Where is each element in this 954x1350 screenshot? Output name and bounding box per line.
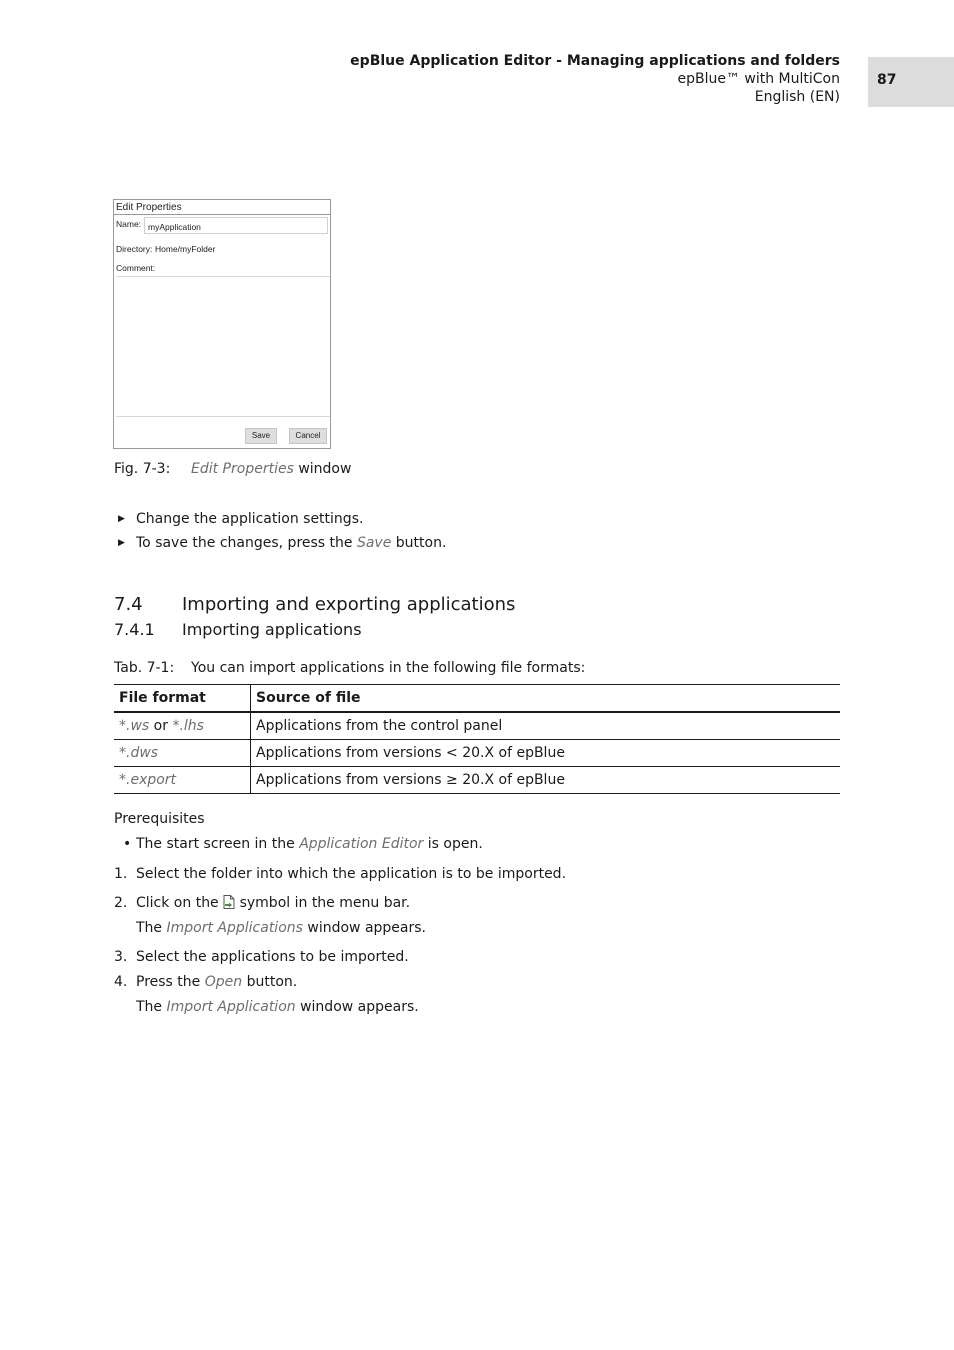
file-format-table [114,684,840,794]
section-title: Importing and exporting applications [182,594,516,615]
directory-label: Directory: [116,244,153,254]
cancel-button: Cancel [289,428,327,444]
running-header [350,52,840,106]
name-label: Name: [116,219,142,229]
section-heading [114,594,515,615]
import-icon [223,895,235,909]
step-4: 4. Press the Open button. [114,974,298,990]
subsection-number: 7.4.1 [114,620,155,639]
column-header: File format [114,685,251,713]
format-cell [114,740,251,767]
table-caption [114,660,585,676]
prerequisites-heading: Prerequisites [114,811,205,827]
figure-number: Fig. 7-3: [114,461,171,477]
edit-properties-window [113,199,331,449]
prerequisite-bullet: • [123,836,132,852]
table-row [114,767,840,794]
figure-name: Edit Properties [191,461,294,477]
directory-value: Home/myFolder [155,244,216,254]
action-step [118,511,363,527]
format-ext: *.lhs [172,718,204,734]
application-editor-reference: Application Editor [299,836,424,852]
step-3: 3. Select the applications to be imported. [114,949,409,965]
header-language: English (EN) [754,89,840,105]
subsection-heading [114,620,362,639]
format-cell [114,767,251,794]
action-text: To save the changes, press the [136,535,353,551]
triangle-right-icon: ▶ [118,538,125,548]
format-ext: *.dws [119,745,159,761]
header-title: epBlue Application Editor - Managing applications and folders [350,53,840,69]
format-ext: *.ws [119,718,150,734]
table-caption-text: You can import applications in the following file formats: [191,660,586,676]
figure-suffix: window [298,461,352,477]
table-header-row [114,685,840,713]
action-text: Change the application settings. [136,511,364,527]
step-4-result: The Import Application window appears. [136,999,419,1015]
subsection-title: Importing applications [182,620,362,639]
triangle-right-icon: ▶ [118,514,125,524]
table-row [114,740,840,767]
comment-field [116,276,330,417]
source-cell: Applications from versions < 20.X of epBlue [251,740,841,767]
format-cell [114,712,251,740]
column-header: Source of file [251,685,841,713]
header-product: epBlue™ with MultiCon [677,71,840,87]
prerequisite-item: The start screen in the Application Editor is open. [136,836,483,852]
table-number: Tab. 7-1: [114,660,175,676]
figure-caption [114,461,351,477]
step-2-result: The Import Applications window appears. [136,920,427,936]
page-number: 87 [868,57,954,107]
name-field: myApplication [144,217,328,234]
step-2: 2. Click on the symbol in the menu bar. [114,895,411,911]
source-cell: Applications from versions ≥ 20.X of epBlue [251,767,841,794]
save-button: Save [245,428,277,444]
action-text: button. [395,535,447,551]
window-title: Edit Properties [116,202,182,213]
section-number: 7.4 [114,594,143,615]
title-divider [114,214,330,215]
format-ext: *.export [119,772,177,788]
format-or: or [153,718,168,734]
comment-label: Comment: [116,263,156,273]
save-reference: Save [356,535,392,551]
action-step [118,535,446,551]
table-row [114,712,840,740]
source-cell: Applications from the control panel [251,712,841,740]
step-1: 1. Select the folder into which the application is to be imported. [114,866,567,882]
